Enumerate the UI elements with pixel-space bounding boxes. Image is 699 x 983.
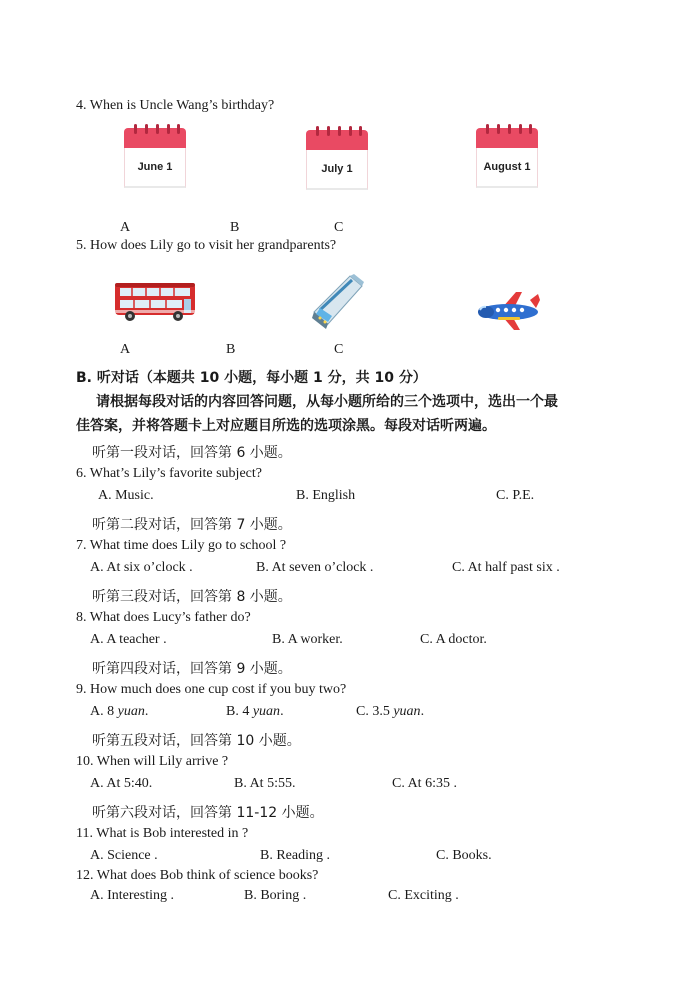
calendar-option-a[interactable] bbox=[124, 124, 186, 188]
dialog-6-instruction: 听第六段对话，回答第 11-12 小题。 bbox=[92, 805, 324, 821]
plane-icon[interactable] bbox=[472, 290, 544, 332]
q7-option-b[interactable]: B. At seven o’clock . bbox=[256, 560, 374, 575]
dialog-5-instruction: 听第五段对话，回答第 10 小题。 bbox=[92, 733, 301, 749]
q5-letter-b: B bbox=[226, 342, 236, 357]
q8-question: 8. What does Lucy’s father do? bbox=[76, 610, 251, 625]
q9-option-c-end: . bbox=[420, 704, 425, 719]
q9-option-b[interactable] bbox=[226, 704, 284, 720]
q9-option-b-amount: B. 4 bbox=[226, 704, 253, 719]
q12-question: 12. What does Bob think of science books? bbox=[76, 868, 319, 883]
q10-option-a[interactable]: A. At 5:40. bbox=[90, 776, 153, 791]
q4-letter-b: B bbox=[230, 220, 240, 235]
bus-icon[interactable] bbox=[112, 280, 198, 324]
dialog-3-instruction: 听第三段对话，回答第 8 小题。 bbox=[92, 589, 292, 605]
q6-option-b[interactable]: B. English bbox=[296, 488, 356, 503]
q6-option-c[interactable]: C. P.E. bbox=[496, 488, 535, 503]
q7-option-a[interactable]: A. At six o’clock . bbox=[90, 560, 193, 575]
calendar-option-b[interactable] bbox=[306, 126, 368, 190]
q9-option-b-end: . bbox=[280, 704, 284, 719]
section-b-heading: B. 听对话（本题共 10 小题，每小题 1 分，共 10 分） bbox=[76, 370, 427, 386]
q4-question: 4. When is Uncle Wang’s birthday? bbox=[76, 98, 275, 113]
q11-option-c[interactable]: C. Books. bbox=[436, 848, 492, 863]
q5-question: 5. How does Lily go to visit her grandparents? bbox=[76, 238, 337, 253]
q9-option-a-end: . bbox=[144, 704, 149, 719]
dialog-2-instruction: 听第二段对话，回答第 7 小题。 bbox=[92, 517, 292, 533]
train-icon[interactable] bbox=[306, 272, 366, 332]
q9-question: 9. How much does one cup cost if you buy two? bbox=[76, 682, 347, 697]
q9-option-a-unit: yuan bbox=[117, 704, 145, 719]
q4-letter-c: C bbox=[334, 220, 344, 235]
section-b-instruction-1: 请根据每段对话的内容回答问题，从每小题所给的三个选项中，选出一个最 bbox=[96, 394, 558, 410]
q8-option-b[interactable]: B. A worker. bbox=[272, 632, 343, 647]
q11-question: 11. What is Bob interested in ? bbox=[76, 826, 249, 841]
q9-option-b-unit: yuan bbox=[252, 704, 281, 719]
q4-letter-a: A bbox=[120, 220, 131, 235]
q9-option-a[interactable] bbox=[90, 704, 148, 720]
q6-question: 6. What’s Lily’s favorite subject? bbox=[76, 466, 262, 481]
q6-option-a[interactable]: A. Music. bbox=[98, 488, 154, 503]
q12-option-b[interactable]: B. Boring . bbox=[244, 888, 307, 903]
q10-option-c[interactable]: C. At 6:35 . bbox=[392, 776, 457, 791]
q9-option-c-amount: C. 3.5 bbox=[356, 704, 394, 719]
dialog-1-instruction: 听第一段对话，回答第 6 小题。 bbox=[92, 445, 292, 461]
q11-option-a[interactable]: A. Science . bbox=[90, 848, 158, 863]
q11-option-b[interactable]: B. Reading . bbox=[260, 848, 330, 863]
q8-option-c[interactable]: C. A doctor. bbox=[420, 632, 487, 647]
dialog-4-instruction: 听第四段对话，回答第 9 小题。 bbox=[92, 661, 292, 677]
section-b-instruction-2: 佳答案，并将答题卡上对应题目所选的选项涂黑。每段对话听两遍。 bbox=[76, 418, 496, 434]
calendar-option-c[interactable] bbox=[476, 124, 538, 188]
calendar-date-a: June 1 bbox=[137, 161, 173, 173]
q7-question: 7. What time does Lily go to school ? bbox=[76, 538, 287, 553]
q12-option-c[interactable]: C. Exciting . bbox=[388, 888, 459, 903]
calendar-date-b: July 1 bbox=[321, 163, 353, 175]
q5-letter-c: C bbox=[334, 342, 344, 357]
q9-option-a-amount: A. 8 bbox=[90, 704, 118, 719]
q10-option-b[interactable]: B. At 5:55. bbox=[234, 776, 296, 791]
q9-option-c[interactable] bbox=[356, 704, 424, 720]
q7-option-c[interactable]: C. At half past six . bbox=[452, 560, 560, 575]
q10-question: 10. When will Lily arrive ? bbox=[76, 754, 229, 769]
calendar-date-c: August 1 bbox=[483, 161, 531, 173]
q5-letter-a: A bbox=[120, 342, 131, 357]
q9-option-c-unit: yuan bbox=[393, 704, 421, 719]
q8-option-a[interactable]: A. A teacher . bbox=[90, 632, 167, 647]
q12-option-a[interactable]: A. Interesting . bbox=[90, 888, 174, 903]
